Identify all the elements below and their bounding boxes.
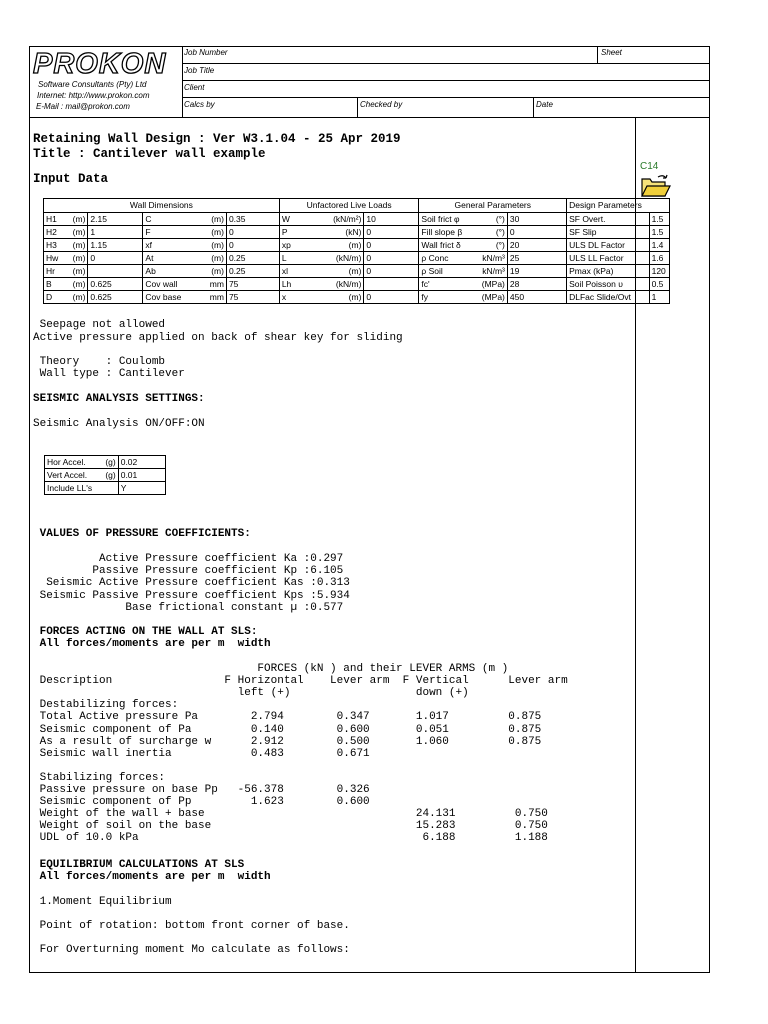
- input-table-cell: 1.5: [649, 226, 669, 239]
- header-checked-divider: [357, 97, 358, 117]
- input-table-cell: Soil frict φ: [419, 213, 478, 226]
- input-table-cell: fy: [419, 291, 478, 304]
- input-table-cell: (m): [322, 239, 364, 252]
- company-email: E-Mail : mail@prokon.com: [36, 102, 130, 111]
- theory-line: Theory : Coulomb: [33, 356, 166, 368]
- input-table-cell: ULS DL Factor: [567, 239, 650, 252]
- input-table-cell: 25: [507, 252, 566, 265]
- equilibrium-heading: EQUILIBRIUM CALCULATIONS AT SLS: [33, 859, 245, 871]
- forces-line: As a result of surcharge w 2.912 0.500 1.060 0.875: [33, 735, 542, 748]
- input-table-cell: 1.4: [649, 239, 669, 252]
- input-table-cell: 0: [364, 226, 419, 239]
- coefficient-line: Seismic Passive Pressure coefficient Kps :5.934: [33, 589, 350, 602]
- seismic-table-cell: Y: [118, 482, 165, 495]
- input-table-header-row: [44, 199, 670, 213]
- input-table-cell: 1: [649, 291, 669, 304]
- input-table-cell: F: [143, 226, 200, 239]
- forces-line: left (+) down (+): [33, 687, 469, 700]
- company-name: Software Consultants (Pty) Ltd: [38, 80, 147, 89]
- seismic-table-cell: (g): [100, 469, 118, 482]
- input-table-cell: (m): [200, 265, 226, 278]
- input-table-cell: Lh: [279, 278, 321, 291]
- forces-line: Seismic component of Pp 1.623 0.600: [33, 796, 370, 809]
- forces-line: Description F Horizontal Lever arm F Vertical Lever arm: [33, 675, 568, 688]
- input-table-cell: H3: [44, 239, 66, 252]
- input-table-cell: D: [44, 291, 66, 304]
- seismic-heading: SEISMIC ANALYSIS SETTINGS:: [33, 393, 205, 405]
- input-table-cell: (m): [200, 213, 226, 226]
- input-table-cell: (kN/m): [322, 278, 364, 291]
- input-table-cell: 0: [226, 226, 279, 239]
- overturning-note: For Overturning moment Mo calculate as follows:: [33, 944, 350, 956]
- input-table-cell: DLFac Slide/Ovt: [567, 291, 650, 304]
- input-data-table: [43, 198, 670, 304]
- rotation-point: Point of rotation: bottom front corner of base.: [33, 920, 350, 932]
- design-parameters-header: Design Parameters: [567, 199, 670, 213]
- calcs-by-label: Calcs by: [184, 100, 215, 109]
- input-table-cell: 0: [364, 252, 419, 265]
- input-table-cell: 0: [226, 239, 279, 252]
- seepage-note: Seepage not allowed: [33, 319, 166, 331]
- input-table-cell: 2.15: [88, 213, 143, 226]
- input-table-cell: B: [44, 278, 66, 291]
- header-row-line: [182, 80, 710, 81]
- forces-line: Stabilizing forces:: [33, 771, 166, 784]
- header-date-divider: [533, 97, 534, 117]
- input-table-cell: (m): [200, 239, 226, 252]
- input-table-cell: ρ Conc: [419, 252, 478, 265]
- input-table-cell: Soil Poisson υ: [567, 278, 650, 291]
- forces-line: Seismic component of Pa 0.140 0.600 0.051 0.875: [33, 723, 542, 736]
- coefficient-line: Base frictional constant µ :0.577: [33, 601, 344, 614]
- input-table-row: [44, 291, 670, 304]
- input-table-cell: ρ Soil: [419, 265, 478, 278]
- input-table-cell: (m): [66, 239, 88, 252]
- input-table-cell: P: [279, 226, 321, 239]
- seismic-table-row: [45, 456, 166, 469]
- input-table-cell: 450: [507, 291, 566, 304]
- input-table-cell: 0.35: [226, 213, 279, 226]
- input-table-cell: 1: [88, 226, 143, 239]
- coefficient-line: Active Pressure coefficient Ka :0.297: [33, 553, 344, 565]
- forces-line: UDL of 10.0 kPa 6.188 1.188: [33, 832, 548, 845]
- input-table-row: [44, 278, 670, 291]
- input-table-cell: x: [279, 291, 321, 304]
- input-table-cell: 0: [364, 239, 419, 252]
- job-title-label: Job Title: [184, 66, 215, 75]
- input-table-cell: Pmax (kPa): [567, 265, 650, 278]
- input-table-cell: 0: [364, 265, 419, 278]
- input-table-cell: SF Overt.: [567, 213, 650, 226]
- seismic-table-cell: Include LL's: [45, 482, 101, 495]
- company-internet: Internet: http://www.prokon.com: [37, 91, 150, 100]
- input-table-cell: (°): [478, 213, 507, 226]
- input-table-cell: xp: [279, 239, 321, 252]
- seismic-table: [44, 455, 166, 495]
- input-table-cell: 20: [507, 239, 566, 252]
- input-table-cell: 75: [226, 291, 279, 304]
- input-table-cell: 1.5: [649, 213, 669, 226]
- seismic-table-cell: [100, 482, 118, 495]
- input-table-cell: xl: [279, 265, 321, 278]
- header-bottom-line: [29, 117, 710, 118]
- input-table-cell: Cov wall: [143, 278, 200, 291]
- input-table-cell: Hw: [44, 252, 66, 265]
- input-table-cell: 30: [507, 213, 566, 226]
- seismic-table-cell: 0.02: [118, 456, 165, 469]
- input-table-cell: Cov base: [143, 291, 200, 304]
- input-table-cell: (°): [478, 226, 507, 239]
- input-table-cell: xf: [143, 239, 200, 252]
- input-table-cell: Wall frict δ: [419, 239, 478, 252]
- input-table-cell: 120: [649, 265, 669, 278]
- input-table-cell: (m): [200, 252, 226, 265]
- seismic-table-row: [45, 469, 166, 482]
- input-table-cell: (m): [322, 291, 364, 304]
- seismic-table-cell: 0.01: [118, 469, 165, 482]
- input-table-cell: 0: [88, 252, 143, 265]
- input-table-cell: 19: [507, 265, 566, 278]
- seismic-onoff: Seismic Analysis ON/OFF:ON: [33, 418, 205, 430]
- input-table-cell: Ab: [143, 265, 200, 278]
- prokon-logo: PROKON: [33, 48, 167, 80]
- input-table-cell: C: [143, 213, 200, 226]
- forces-line: Total Active pressure Pa 2.794 0.347 1.017 0.875: [33, 711, 542, 724]
- seismic-table-cell: Hor Accel.: [45, 456, 101, 469]
- forces-line: Passive pressure on base Pp -56.378 0.326: [33, 784, 370, 796]
- input-table-cell: (kN/m): [322, 252, 364, 265]
- input-table-cell: 0.25: [226, 265, 279, 278]
- seismic-table-cell: Vert Accel.: [45, 469, 101, 482]
- input-table-cell: H1: [44, 213, 66, 226]
- input-table-cell: 1.6: [649, 252, 669, 265]
- input-table-cell: [364, 278, 419, 291]
- equilibrium-subheading: All forces/moments are per m width: [33, 871, 271, 883]
- input-data-heading: Input Data: [33, 172, 109, 186]
- input-table-row: [44, 226, 670, 239]
- input-table-cell: mm: [200, 278, 226, 291]
- input-table-cell: (m): [66, 291, 88, 304]
- header-sheet-divider: [597, 46, 598, 63]
- coefficient-line: Passive Pressure coefficient Kp :6.105: [33, 565, 344, 578]
- input-table-cell: (MPa): [478, 291, 507, 304]
- forces-line: Seismic wall inertia 0.483 0.671: [33, 747, 370, 760]
- input-table-cell: (m): [200, 226, 226, 239]
- forces-line: Weight of the wall + base 24.131 0.750: [33, 808, 548, 821]
- input-table-cell: (m): [66, 252, 88, 265]
- input-table-cell: (m): [66, 213, 88, 226]
- coefficient-line: Seismic Active Pressure coefficient Kas :0.313: [33, 577, 350, 590]
- input-table-cell: (°): [478, 239, 507, 252]
- general-parameters-header: General Parameters: [419, 199, 567, 213]
- forces-heading: FORCES ACTING ON THE WALL AT SLS:: [33, 626, 258, 638]
- seismic-table-cell: (g): [100, 456, 118, 469]
- input-table-cell: 10: [364, 213, 419, 226]
- forces-line: Weight of soil on the base 15.283 0.750: [33, 820, 548, 833]
- moment-equilibrium: 1.Moment Equilibrium: [33, 896, 172, 908]
- input-table-cell: kN/m³: [478, 265, 507, 278]
- input-table-cell: 0.25: [226, 252, 279, 265]
- input-table-cell: (m): [66, 226, 88, 239]
- forces-line: Destabilizing forces:: [33, 699, 179, 712]
- input-table-cell: 0.5: [649, 278, 669, 291]
- input-table-cell: 1.15: [88, 239, 143, 252]
- input-table-cell: mm: [200, 291, 226, 304]
- input-table-row: [44, 239, 670, 252]
- checked-by-label: Checked by: [360, 100, 403, 109]
- coefficients-heading: VALUES OF PRESSURE COEFFICIENTS:: [33, 528, 251, 540]
- date-label: Date: [536, 100, 553, 109]
- input-table-cell: ULS LL Factor: [567, 252, 650, 265]
- input-table-cell: 0.625: [88, 278, 143, 291]
- input-table-cell: (m): [66, 265, 88, 278]
- input-table-cell: 75: [226, 278, 279, 291]
- live-loads-header: Unfactored Live Loads: [279, 199, 419, 213]
- design-title: Retaining Wall Design : Ver W3.1.04 - 25 Apr 2019: [33, 132, 401, 146]
- input-table-cell: (MPa): [478, 278, 507, 291]
- input-table-cell: 0: [507, 226, 566, 239]
- input-table-cell: (m): [66, 278, 88, 291]
- input-table-cell: (m): [322, 265, 364, 278]
- wall-dimensions-header: Wall Dimensions: [44, 199, 280, 213]
- forces-subheading: All forces/moments are per m width: [33, 638, 271, 650]
- input-table-cell: [88, 265, 143, 278]
- input-table-cell: Fill slope β: [419, 226, 478, 239]
- margin-code: C14: [640, 161, 659, 172]
- active-pressure-note: Active pressure applied on back of shear key for sliding: [33, 332, 403, 344]
- input-table-cell: (kN): [322, 226, 364, 239]
- input-table-row: [44, 265, 670, 278]
- header-divider: [182, 46, 183, 117]
- design-subtitle: Title : Cantilever wall example: [33, 147, 266, 161]
- input-table-cell: Hr: [44, 265, 66, 278]
- input-table-cell: At: [143, 252, 200, 265]
- forces-line: FORCES (kN ) and their LEVER ARMS (m ): [33, 663, 509, 675]
- input-table-cell: kN/m³: [478, 252, 507, 265]
- seismic-table-row: [45, 482, 166, 495]
- input-table-row: [44, 213, 670, 226]
- header-row-line: [182, 97, 710, 98]
- input-table-cell: H2: [44, 226, 66, 239]
- input-table-cell: 28: [507, 278, 566, 291]
- input-table-cell: (kN/m²): [322, 213, 364, 226]
- input-table-cell: 0: [364, 291, 419, 304]
- job-number-label: Job Number: [184, 48, 228, 57]
- input-table-cell: W: [279, 213, 321, 226]
- wall-type-line: Wall type : Cantilever: [33, 368, 185, 380]
- input-table-cell: fc': [419, 278, 478, 291]
- sheet-label: Sheet: [601, 48, 622, 57]
- input-table-row: [44, 252, 670, 265]
- input-table-cell: L: [279, 252, 321, 265]
- client-label: Client: [184, 83, 205, 92]
- input-table-cell: 0.625: [88, 291, 143, 304]
- header-row-line: [182, 63, 710, 64]
- input-table-cell: SF Slip: [567, 226, 650, 239]
